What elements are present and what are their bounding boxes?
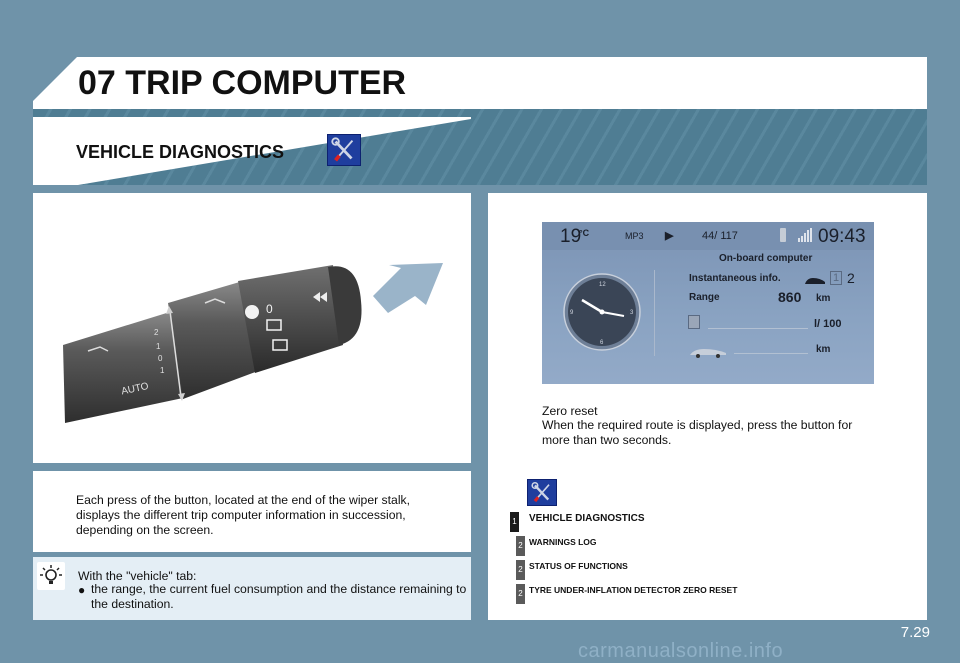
section-title: VEHICLE DIAGNOSTICS [76, 142, 285, 162]
stalk-position-auto: AUTO [120, 380, 150, 398]
menu-level-badge: 2 [516, 560, 525, 580]
consumption-unit: l/ 100 [814, 318, 842, 330]
signal-icon [798, 228, 812, 242]
range-value: 860 [778, 289, 802, 305]
clock-mark-3: 3 [630, 310, 634, 316]
menu-level-badge: 1 [510, 512, 519, 532]
clock-mark-12: 12 [599, 282, 606, 288]
distance-unit: km [816, 344, 831, 355]
zero-reset-text: When the required route is displayed, press the button for more than two seconds. [542, 418, 853, 447]
menu-item-warnings-log[interactable]: WARNINGS LOG [529, 537, 597, 547]
range-unit: km [816, 293, 831, 304]
distance-line [734, 353, 808, 354]
audio-source: MP3 [625, 231, 644, 241]
page-indicator-1: 1 [830, 271, 842, 285]
stalk-position-0: 0 [158, 354, 163, 363]
menu-level-badge: 2 [516, 536, 525, 556]
stalk-position-2: 2 [154, 328, 159, 337]
clock-mark-9: 9 [570, 310, 574, 316]
tip-bullet: the range, the current fuel consumption and the distance remaining to the destination. [91, 582, 467, 611]
menu-item-vehicle-diagnostics[interactable]: VEHICLE DIAGNOSTICS [529, 513, 645, 524]
temperature: 19 [560, 226, 582, 247]
page-title: 07 TRIP COMPUTER [78, 64, 407, 102]
onboard-display [542, 222, 874, 384]
fuel-can-icon [688, 315, 700, 329]
menu-level-badge: 2 [516, 584, 525, 604]
push-arrow-icon [373, 263, 443, 313]
range-label: Range [689, 292, 720, 303]
svg-text:0: 0 [266, 302, 273, 316]
display-divider [654, 270, 655, 356]
car-icon [804, 273, 826, 283]
page-number: 7.29 [900, 624, 930, 641]
menu-item-tyre-detector-reset[interactable]: TYRE UNDER-INFLATION DETECTOR ZERO RESET [529, 585, 738, 595]
light-bulb-icon [37, 562, 65, 590]
tools-icon [527, 479, 557, 506]
page-indicator-2: 2 [847, 270, 855, 286]
consumption-line [708, 328, 808, 329]
tip-intro: With the "vehicle" tab: [78, 569, 197, 583]
analog-clock-icon [562, 272, 642, 352]
tools-icon [327, 134, 361, 166]
stalk-position-1b: 1 [160, 366, 165, 375]
play-icon: ▶ [665, 230, 674, 242]
zero-reset-title: Zero reset [542, 404, 598, 418]
track-number: 44/ 117 [702, 230, 738, 242]
clock-mark-6: 6 [600, 340, 604, 346]
stalk-position-1: 1 [156, 342, 161, 351]
wiper-stalk-illustration [33, 193, 471, 463]
instant-info-label: Instantaneous info. [689, 273, 781, 284]
menu-item-status-of-functions[interactable]: STATUS OF FUNCTIONS [529, 561, 628, 571]
vehicle-side-icon [688, 345, 728, 357]
phone-icon [780, 228, 786, 242]
clock-time: 09:43 [818, 226, 866, 247]
temperature-unit: °C [579, 228, 590, 238]
watermark: carmanualsonline.info [578, 640, 784, 662]
bullet-icon: ● [78, 583, 86, 597]
screen-title: On-board computer [719, 253, 813, 264]
button-description: Each press of the button, located at the end of the wiper stalk, displays the different trip computer information in succession, depending on the screen. [76, 493, 411, 537]
stalk-panel [33, 193, 471, 463]
